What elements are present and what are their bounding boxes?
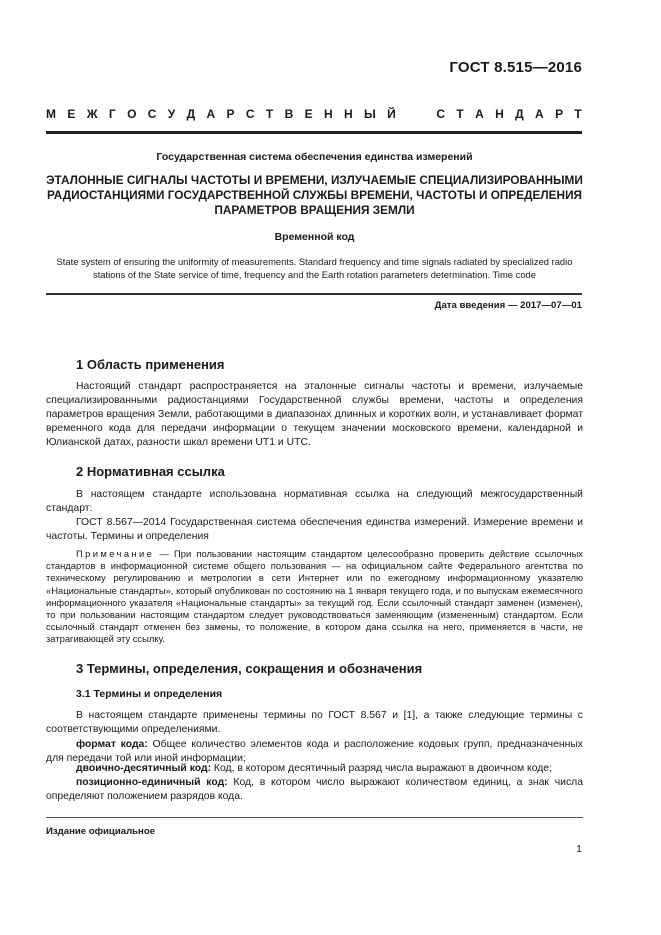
- banner-letter: А: [535, 107, 544, 121]
- banner-letter: Д: [515, 107, 524, 121]
- section-3-intro: В настоящем стандарте применены термины по ГОСТ 8.567 и [1], а также следующие термины с соответствующими определениями.: [46, 710, 583, 735]
- section-1-heading: 1 Область применения: [76, 357, 225, 372]
- note: [46, 548, 583, 646]
- banner-letter: С: [147, 107, 157, 121]
- section-2-text: В настоящем стандарте использована нормативная ссылка на следующий межгосударственный стандарт:: [46, 489, 583, 514]
- term-definition: [46, 762, 583, 776]
- edition-label: Издание официальное: [46, 826, 156, 837]
- banner-letter: Т: [456, 107, 464, 121]
- term: позиционно-единичный код:: [76, 777, 228, 788]
- banner-letter: Т: [265, 107, 274, 121]
- banner-letter: Е: [67, 107, 76, 121]
- footer-rule: [46, 817, 583, 818]
- banner-letter: Ж: [86, 107, 98, 121]
- title-rule: [46, 293, 582, 295]
- system-title: Государственная система обеспечения единства измерений: [156, 151, 473, 163]
- note-label: Примечание: [76, 548, 155, 559]
- definition: Код, в котором число выражают количеством единиц, а знак числа определяют положением разрядов кода.: [46, 777, 583, 802]
- banner-letter: Р: [226, 107, 235, 121]
- banner-letter: А: [206, 107, 216, 121]
- banner-letter: О: [127, 107, 137, 121]
- page-number: 1: [576, 843, 582, 855]
- banner-letter: Н: [323, 107, 333, 121]
- normative-reference: ГОСТ 8.567—2014 Государственная система обеспечения единства измерений. Измерение времени и частоты. Термины и определения: [46, 517, 583, 542]
- definition: Общее количество элементов кода и расположение кодовых групп, предназначенных для передачи той или иной информации;: [46, 739, 583, 764]
- banner-letter: Ы: [363, 107, 376, 121]
- banner-letter: Г: [108, 107, 116, 121]
- term: формат кода:: [76, 739, 148, 750]
- definition: Код, в котором десятичный разряд числа выражают в двоичном коде;: [211, 763, 552, 774]
- banner-letter: У: [167, 107, 176, 121]
- banner-letter: [407, 107, 410, 121]
- banner-letter: С: [436, 107, 446, 121]
- interstate-standard-banner: [46, 107, 582, 121]
- term: двоично-десятичный код:: [76, 763, 212, 774]
- banner-letter: Е: [304, 107, 313, 121]
- section-3-heading: 3 Термины, определения, сокращения и обозначения: [76, 661, 423, 676]
- banner-letter: Р: [555, 107, 564, 121]
- header-rule: [46, 131, 582, 134]
- banner-letter: Н: [343, 107, 353, 121]
- term-definition: [46, 776, 583, 804]
- note-text: — При пользовании настоящим стандартом целесообразно проверить действие ссылочных стандартов в информационной системе общего пользования — на официальном сайте Федерального агентства по техническому регулированию и метрологии в сети Интернет или по ежегодному информационному указателю «Национальные стандарты», который опубликован по состоянию на 1 января текущего года, и по выпускам ежемесячного информационного указателя «Национальные стандарты» за текущий год. Если ссылочный стандарт заменен (изменен), то при пользовании настоящим стандартом следует руководствоваться заменяющим (измененным) стандартом. Если ссылочный стандарт отменен без замены, то положение, в котором дана ссылка на него, применяется в части, не затрагивающей эту ссылку.: [46, 548, 583, 645]
- banner-letter: [422, 107, 425, 121]
- banner-letter: Й: [387, 107, 396, 121]
- document-code: ГОСТ 8.515—2016: [449, 59, 582, 76]
- banner-letter: Т: [574, 107, 582, 121]
- subtitle: Временной код: [274, 231, 355, 243]
- section-1-text: Настоящий стандарт распространяется на эталонные сигналы частоты и времени, излучаемые специализированными радиостанциями Государственной службы времени, частоты и определения параметров вращения Земли, работающими в диапазонах длинных и коротких волн, и устанавливает формат временного кода для передачи информации о текущем значении московского времени, календарной и Юлианской датах, разности шкал времени UT1 и UTC.: [46, 381, 583, 448]
- intro-date: Дата введения — 2017—07—01: [434, 300, 582, 311]
- section-2-heading: 2 Нормативная ссылка: [76, 464, 225, 479]
- banner-letter: Д: [186, 107, 196, 121]
- banner-letter: С: [245, 107, 255, 121]
- banner-letter: В: [284, 107, 294, 121]
- main-title: ЭТАЛОННЫЕ СИГНАЛЫ ЧАСТОТЫ И ВРЕМЕНИ, ИЗЛУЧАЕМЫЕ СПЕЦИАЛИЗИРОВАННЫМИ РАДИОСТАНЦИЯМИ ГОСУДАРСТВЕННОЙ СЛУЖБЫ ВРЕМЕНИ, ЧАСТОТЫ И ОПРЕДЕЛЕНИЯ ПАРАМЕТРОВ ВРАЩЕНИЯ ЗЕМЛИ: [46, 173, 583, 217]
- banner-letter: М: [46, 107, 56, 121]
- english-title: State system of ensuring the uniformity of measurements. Standard frequency and time signals radiated by specialized radio stations of the State service of time, frequency and the Earth rotation parameters determination. Time code: [56, 256, 573, 280]
- banner-letter: А: [475, 107, 484, 121]
- section-3-1-heading: 3.1 Термины и определения: [76, 688, 223, 700]
- banner-letter: Н: [495, 107, 504, 121]
